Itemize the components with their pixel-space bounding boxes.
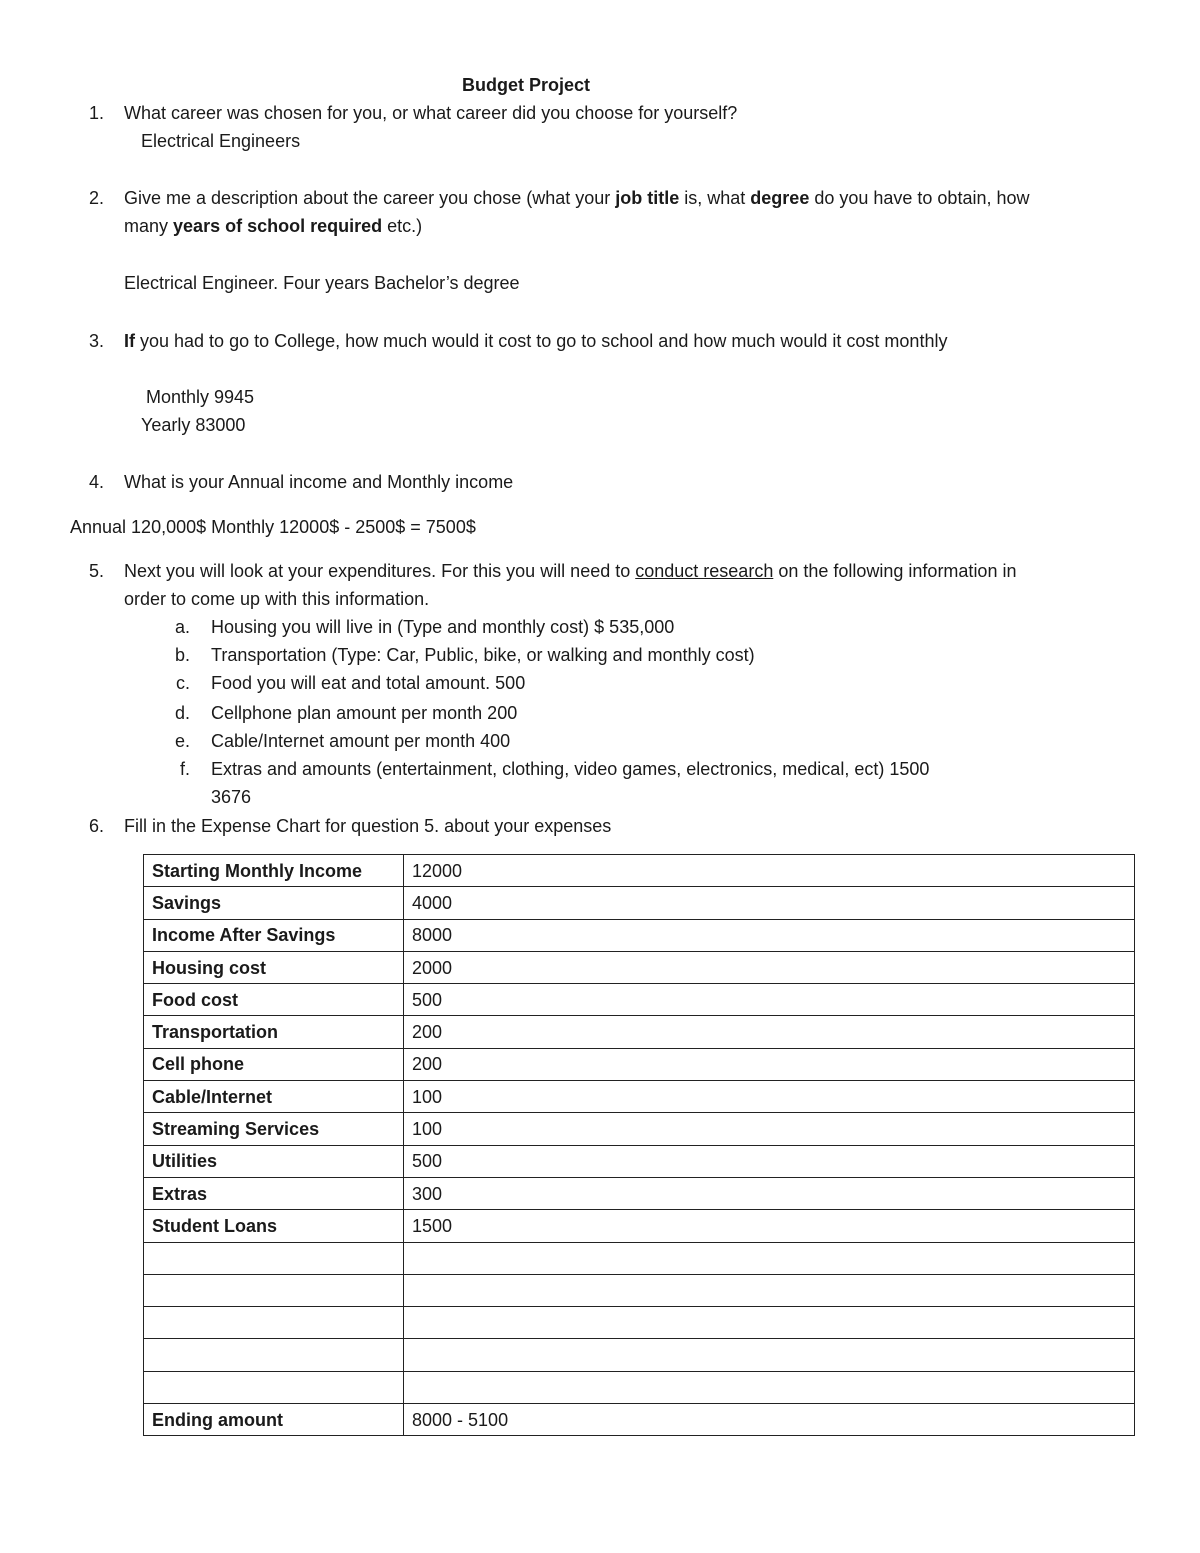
row-value xyxy=(404,1307,1135,1339)
row-label xyxy=(144,1274,404,1306)
question-6-number: 6. xyxy=(88,816,104,836)
row-label: Cell phone xyxy=(144,1048,404,1080)
q5-text-part: Next you will look at your expenditures. For this you will need to xyxy=(124,561,636,581)
row-label: Utilities xyxy=(144,1145,404,1177)
question-5-number: 5. xyxy=(88,561,104,581)
row-value: 12000 xyxy=(404,855,1135,887)
question-3-text xyxy=(124,329,947,353)
row-label: Housing cost xyxy=(144,951,404,983)
item-d-letter: d. xyxy=(174,703,190,723)
row-label: Starting Monthly Income xyxy=(144,855,404,887)
row-label: Income After Savings xyxy=(144,919,404,951)
row-value xyxy=(404,1242,1135,1274)
row-value: 500 xyxy=(404,1145,1135,1177)
row-value: 1500 xyxy=(404,1210,1135,1242)
question-1-number: 1. xyxy=(88,103,104,123)
item-d-text: Cellphone plan amount per month 200 xyxy=(211,703,518,723)
row-label xyxy=(144,1242,404,1274)
q3-text-part: you had to go to College, how much would it cost to go to school and how much would it cost monthly xyxy=(135,331,948,351)
row-value: 8000 xyxy=(404,919,1135,951)
page-title: Budget Project xyxy=(462,75,591,95)
q2-text-part: is, what xyxy=(679,188,751,208)
question-4-number: 4. xyxy=(88,472,104,492)
item-a-text: Housing you will live in (Type and monthly cost) $ 535,000 xyxy=(211,617,675,637)
table-row xyxy=(144,1307,1135,1339)
row-value: 4000 xyxy=(404,887,1135,919)
question-3-answer-monthly: Monthly 9945 xyxy=(146,387,255,407)
item-f-text: Extras and amounts (entertainment, clothing, video games, electronics, medical, ect) 1500 xyxy=(211,759,930,779)
row-value: 300 xyxy=(404,1177,1135,1209)
table-row xyxy=(144,1371,1135,1403)
question-2-number: 2. xyxy=(88,188,104,208)
q5-conduct-research-underline: conduct research xyxy=(635,561,774,581)
question-6-text: Fill in the Expense Chart for question 5. about your expenses xyxy=(124,816,612,836)
table-row xyxy=(144,984,1135,1016)
question-5-line-1 xyxy=(124,559,1016,583)
row-label: Streaming Services xyxy=(144,1113,404,1145)
expense-chart-table xyxy=(143,854,1135,1436)
expense-table-body xyxy=(144,855,1135,1436)
row-value: 200 xyxy=(404,1048,1135,1080)
item-c-letter: c. xyxy=(175,673,190,693)
table-row xyxy=(144,1113,1135,1145)
table-row xyxy=(144,1048,1135,1080)
item-f-extra-line: 3676 xyxy=(211,787,252,807)
question-4-text: What is your Annual income and Monthly income xyxy=(124,472,514,492)
question-3-answer-yearly: Yearly 83000 xyxy=(141,415,246,435)
q5-text-part: on the following information in xyxy=(773,561,1017,581)
question-4-answer: Annual 120,000$ Monthly 12000$ - 2500$ = 7500$ xyxy=(70,517,476,537)
table-row xyxy=(144,1242,1135,1274)
row-value: 8000 - 5100 xyxy=(404,1404,1135,1436)
table-row xyxy=(144,1339,1135,1371)
row-label: Transportation xyxy=(144,1016,404,1048)
question-1-answer: Electrical Engineers xyxy=(141,131,301,151)
row-value xyxy=(404,1371,1135,1403)
row-label xyxy=(144,1307,404,1339)
item-f-letter: f. xyxy=(179,759,190,779)
q2-years-emphasis: years of school required xyxy=(173,216,383,236)
item-b-letter: b. xyxy=(174,645,190,665)
question-2-line-2 xyxy=(124,214,422,238)
row-label: Ending amount xyxy=(144,1404,404,1436)
question-3-number: 3. xyxy=(88,331,104,351)
table-row xyxy=(144,887,1135,919)
question-1-text: What career was chosen for you, or what career did you choose for yourself? xyxy=(124,103,738,123)
table-row xyxy=(144,1145,1135,1177)
table-row xyxy=(144,1016,1135,1048)
table-row xyxy=(144,855,1135,887)
row-label: Student Loans xyxy=(144,1210,404,1242)
item-e-letter: e. xyxy=(174,731,190,751)
item-c-text: Food you will eat and total amount. 500 xyxy=(211,673,526,693)
row-label xyxy=(144,1371,404,1403)
item-e-text: Cable/Internet amount per month 400 xyxy=(211,731,511,751)
table-row xyxy=(144,1081,1135,1113)
row-value: 2000 xyxy=(404,951,1135,983)
table-row xyxy=(144,1274,1135,1306)
table-row xyxy=(144,1404,1135,1436)
table-row xyxy=(144,1177,1135,1209)
row-value xyxy=(404,1274,1135,1306)
q2-job-title-emphasis: job title xyxy=(615,188,680,208)
item-b-text: Transportation (Type: Car, Public, bike, or walking and monthly cost) xyxy=(211,645,755,665)
row-value: 100 xyxy=(404,1113,1135,1145)
question-5-line-2: order to come up with this information. xyxy=(124,589,430,609)
item-a-letter: a. xyxy=(174,617,190,637)
row-label: Cable/Internet xyxy=(144,1081,404,1113)
table-row xyxy=(144,951,1135,983)
table-row xyxy=(144,919,1135,951)
q2-text-part: Give me a description about the career you chose (what your xyxy=(124,188,616,208)
row-value: 500 xyxy=(404,984,1135,1016)
row-value: 100 xyxy=(404,1081,1135,1113)
q2-text-part: etc.) xyxy=(382,216,423,236)
question-2-line-1 xyxy=(124,186,1030,210)
row-label: Extras xyxy=(144,1177,404,1209)
table-row xyxy=(144,1210,1135,1242)
q2-text-part: many xyxy=(124,216,174,236)
q2-text-part: do you have to obtain, how xyxy=(809,188,1030,208)
row-value xyxy=(404,1339,1135,1371)
q2-degree-emphasis: degree xyxy=(750,188,810,208)
question-2-answer: Electrical Engineer. Four years Bachelor’s degree xyxy=(124,273,520,293)
q3-if-emphasis: If xyxy=(124,331,135,351)
row-label xyxy=(144,1339,404,1371)
row-value: 200 xyxy=(404,1016,1135,1048)
row-label: Food cost xyxy=(144,984,404,1016)
row-label: Savings xyxy=(144,887,404,919)
